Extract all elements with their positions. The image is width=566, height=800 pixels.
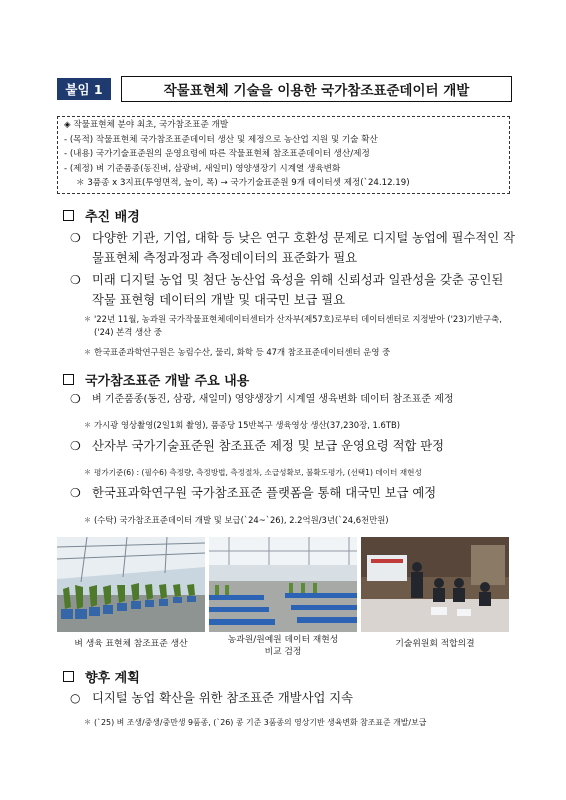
section-heading-text: 향후 계획 [85, 671, 140, 686]
note-text: 한국표준과학연구원은 농림수산, 물리, 화학 등 47개 참조표준데이터센터 운영 중 [94, 347, 391, 357]
caption-line: 비교 검정 [264, 647, 302, 657]
note-text: '22년 11월, 농과원 국가작물표현체데이터센터가 산자부(제57호)로부터 데이터센터로 지정받아 ('23)기반구축, ('24) 본격 생산 중 [94, 314, 502, 337]
asterisk-icon: ＊ [84, 516, 91, 524]
summary-box [57, 116, 510, 194]
note-item [84, 313, 512, 339]
bullet-text: 미래 디지털 농업 및 첨단 농산업 육성을 위해 신뢰성과 일관성을 갖춘 공인된 작물 표현형 데이터의 개발 및 대국민 보급 필요 [92, 273, 504, 307]
bullet-item [70, 436, 515, 456]
caption-2 [200, 634, 366, 658]
summary-line: ＊ 3품종 x 3지표(투영면적, 높이, 폭) → 국가기술표준원 9개 데이터셋 제정(`24.12.19) [76, 178, 410, 189]
caption-1: 벼 생육 표현체 참조표준 생산 [74, 639, 188, 649]
circle-bullet-icon: ○ [70, 691, 81, 705]
checkbox-square-icon [63, 210, 74, 221]
note-text: (수탁) 국가참조표준데이터 개발 및 보급(`24~`26), 2.2억원/3년(`24,6천만원) [94, 515, 389, 525]
asterisk-icon: ＊ [84, 718, 91, 726]
summary-line: ◈ 작물표현체 분야 최초, 국가참조표준 개발 [64, 120, 229, 130]
note-text: (`25) 벼 조생/중생/중만생 9품종, (`26) 콩 기준 3품종의 영상기반 생육변화 참조표준 개발/보급 [94, 718, 427, 727]
greenhouse-facility-image [209, 537, 357, 632]
checkbox-square-icon [63, 374, 74, 385]
caption-line: 농과원/원예원 데이터 재현성 [227, 635, 339, 645]
section-heading-plan [63, 667, 140, 686]
bullet-item [70, 270, 515, 310]
bullet-item [70, 688, 515, 708]
bullet-item [70, 392, 515, 407]
summary-line: - (내용) 국가기술표준원의 운영요령에 따른 작물표현체 참조표준데이터 생산/제정 [64, 149, 370, 160]
note-item [84, 466, 524, 479]
bullet-text: 벼 기준품종(동진, 삼광, 새일미) 영양생장기 시계열 생육변화 데이터 참조표준 제정 [92, 394, 454, 405]
bullet-text: 한국표과학연구원 국가참조표준 플랫폼을 통해 대국민 보급 예정 [92, 486, 437, 500]
bullet-item [70, 483, 515, 503]
note-text: 평가기준(6) : (필수6) 측정량, 측정방법, 측정절차, 소급성확보, 불확도평가, (선택1) 데이터 재현성 [94, 468, 422, 477]
bullet-text: 다양한 기관, 기업, 대학 등 낮은 연구 호환성 문제로 디지털 농업에 필수적인 작물표현체 측정과정과 측정데이터의 표준화가 필요 [92, 231, 515, 265]
photo-greenhouse-facility [209, 537, 357, 632]
section-heading-background [63, 206, 140, 225]
note-item [84, 419, 524, 432]
committee-meeting-image [361, 537, 509, 632]
checkbox-square-icon [63, 671, 74, 682]
summary-line: - (제정) 벼 기준품종(동진벼, 삼광벼, 새일미) 영양생장기 시계열 생육변화 [64, 163, 341, 174]
circle-bullet-icon: ❍ [70, 439, 81, 453]
section-heading-main [63, 370, 249, 389]
summary-line: - (목적) 작물표현체 국가참조표준데이터 생산 및 제정으로 농산업 지원 및 기술 확산 [64, 134, 378, 145]
circle-bullet-icon: ❍ [70, 486, 81, 500]
document-title: 작물표현체 기술을 이용한 국가참조표준데이터 개발 [121, 76, 512, 102]
note-text: 가시광 영상촬영(2일1회 촬영), 품종당 15반복구 생육영상 생산(37,230장, 1.6TB) [94, 420, 400, 430]
section-heading-text: 추진 배경 [85, 210, 140, 225]
note-item [84, 346, 524, 359]
circle-bullet-icon: ❍ [70, 392, 81, 406]
bullet-text: 디지털 농업 확산을 위한 참조표준 개발사업 지속 [92, 691, 354, 705]
asterisk-icon: ＊ [84, 315, 91, 323]
photo-greenhouse-rice [57, 537, 205, 632]
caption-3: 기술위원회 적합의결 [395, 639, 475, 649]
bullet-item [70, 228, 515, 268]
photo-committee-meeting [361, 537, 509, 632]
bullet-text: 산자부 국가기술표준원 참조표준 제정 및 보급 운영요령 적합 판정 [92, 439, 444, 453]
greenhouse-rice-image [57, 537, 205, 632]
circle-bullet-icon: ❍ [70, 273, 81, 287]
circle-bullet-icon: ❍ [70, 231, 81, 245]
section-heading-text: 국가참조표준 개발 주요 내용 [85, 374, 250, 389]
note-item [84, 716, 524, 729]
asterisk-icon: ＊ [84, 348, 91, 356]
note-item [84, 514, 524, 527]
attachment-badge: 붙임 1 [57, 78, 111, 100]
asterisk-icon: ＊ [84, 468, 91, 476]
asterisk-icon: ＊ [84, 421, 91, 429]
